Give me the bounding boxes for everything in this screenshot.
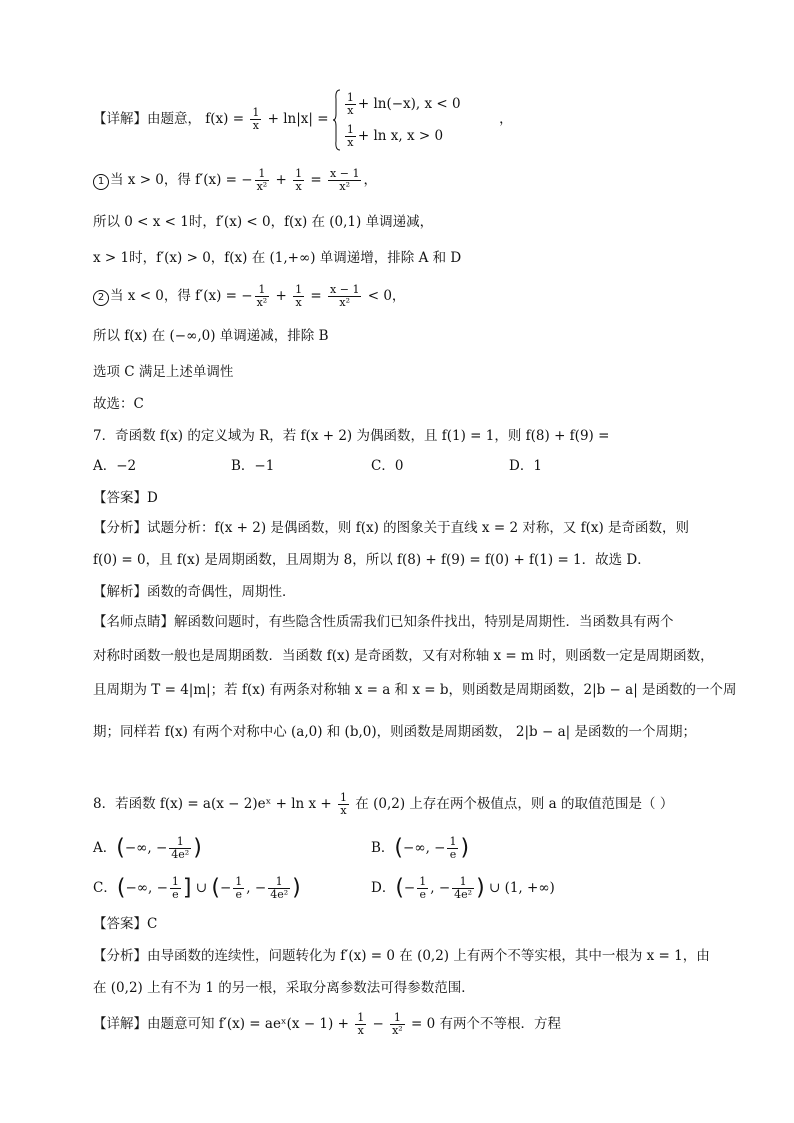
q8-option-b: B．(−∞, − $\frac{1}{e}$ ) <box>371 835 470 861</box>
q7-answer: 【答案】D <box>93 490 158 506</box>
step-4: 2 当 x < 0，得 f′(x) = − $\frac{1}{\text{x²}}$ + $\frac{1}{x}$ = $\frac{x - 1}{\text{x²}}$ < 0， <box>93 284 405 309</box>
detail-label: 【详解】 <box>93 111 147 126</box>
circled-number-2: 2 <box>93 290 109 306</box>
q8-option-d: D．(− $\frac{1}{e}$ , − $\frac{1}{\text{4e²}}$ ) ∪ (1, +∞) <box>371 875 555 901</box>
plus-ln: + ln|x| = <box>263 111 333 127</box>
piecewise <box>333 89 483 151</box>
q7-tip-3: 且周期为 T = 4|m|；若 f(x) 有两条对称轴 x = a 和 x = b，则函数是周期函数，2|b − a| 是函数的一个周 <box>93 682 737 698</box>
q7-analysis-2: f(0) = 0，且 f(x) 是周期函数，且周期为 8，所以 f(8) + f(9) = f(0) + f(1) = 1．故选 D． <box>93 552 651 568</box>
f-def: f(x) = <box>205 111 249 127</box>
q7-option-d: D．1 <box>509 458 542 474</box>
circled-number-1: 1 <box>93 174 109 190</box>
step-2: 所以 0 < x < 1时，f′(x) < 0，f(x) 在 (0,1) 单调递减， <box>93 214 434 230</box>
q8-stem: 8．若函数 f(x) = a(x − 2)eˣ + ln x + $\frac{1}{x}$ 在 (0,2) 上存在两个极值点，则 a 的取值范围是（ ） <box>93 791 674 817</box>
q7-option-c: C．0 <box>371 458 404 474</box>
q7-stem: 7．奇函数 f(x) 的定义域为 R，若 f(x + 2) 为偶函数，且 f(1) = 1，则 f(8) + f(9) = <box>93 428 610 444</box>
q8-option-c: C．(−∞, − $\frac{1}{e}$ ] ∪ (− $\frac{1}{e}$ , − $\frac{1}{\text{4e²}}$ ) <box>93 875 301 901</box>
step-1: 1 当 x > 0，得 f′(x) = − $\frac{1}{\text{x²}}$ + $\frac{1}{x}$ = $\frac{x - 1}{\text{x²}}$ ， <box>93 168 377 193</box>
q7-tip-4: 期；同样若 f(x) 有两个对称中心 (a,0) 和 (b,0)，则函数是周期函数， 2|b − a| 是函数的一个周期； <box>93 724 696 740</box>
q7-tip-1: 【名师点睛】解函数问题时，有些隐含性质需我们已知条件找出，特别是周期性．当函数具有两个 <box>93 614 674 630</box>
q8-option-a: A．(−∞, − $\frac{1}{\text{4e²}}$ ) <box>93 835 202 861</box>
detail-lead: 由题意， <box>147 111 201 126</box>
case-2: $\frac{1}{x}$ + ln x, x > 0 <box>346 122 444 149</box>
q7-option-a: A．−2 <box>93 458 137 474</box>
q7-option-b: B．−1 <box>231 458 275 474</box>
case-1: $\frac{1}{x}$ + ln(−x), x < 0 <box>346 90 461 117</box>
step-5: 所以 f(x) 在 (−∞,0) 单调递减，排除 B <box>93 328 329 344</box>
q8-detail: 【详解】由题意可知 f′(x) = aeˣ(x − 1) + $\frac{1}{x}$ − $\frac{1}{\text{x²}}$ = 0 有两个不等根．方程 <box>93 1011 561 1037</box>
step-7: 故选：C <box>93 396 144 412</box>
q7-jiexi: 【解析】函数的奇偶性，周期性． <box>93 584 296 600</box>
detail-tail: ， <box>499 111 513 127</box>
detail-line-1 <box>93 88 513 151</box>
q8-answer: 【答案】C <box>93 916 158 932</box>
q8-analysis-2: 在 (0,2) 上有不为 1 的另一根，采取分离参数法可得参数范围． <box>93 980 475 996</box>
frac-1-x: $\frac{1}{x}$ <box>252 106 260 132</box>
q8-analysis-1: 【分析】由导函数的连续性，问题转化为 f′(x) = 0 在 (0,2) 上有两个不等实根，其中一根为 x = 1，由 <box>93 948 710 964</box>
left-brace-icon <box>333 89 341 151</box>
step-3: x > 1时，f′(x) > 0，f(x) 在 (1,+∞) 单调递增，排除 A 和 D <box>93 250 462 266</box>
q7-analysis-1: 【分析】试题分析：f(x + 2) 是偶函数，则 f(x) 的图象关于直线 x = 2 对称，又 f(x) 是奇函数，则 <box>93 520 690 536</box>
q7-tip-2: 对称时函数一般也是周期函数．当函数 f(x) 是奇函数，又有对称轴 x = m 时，则函数一定是周期函数， <box>93 648 714 664</box>
step-6: 选项 C 满足上述单调性 <box>93 364 234 380</box>
